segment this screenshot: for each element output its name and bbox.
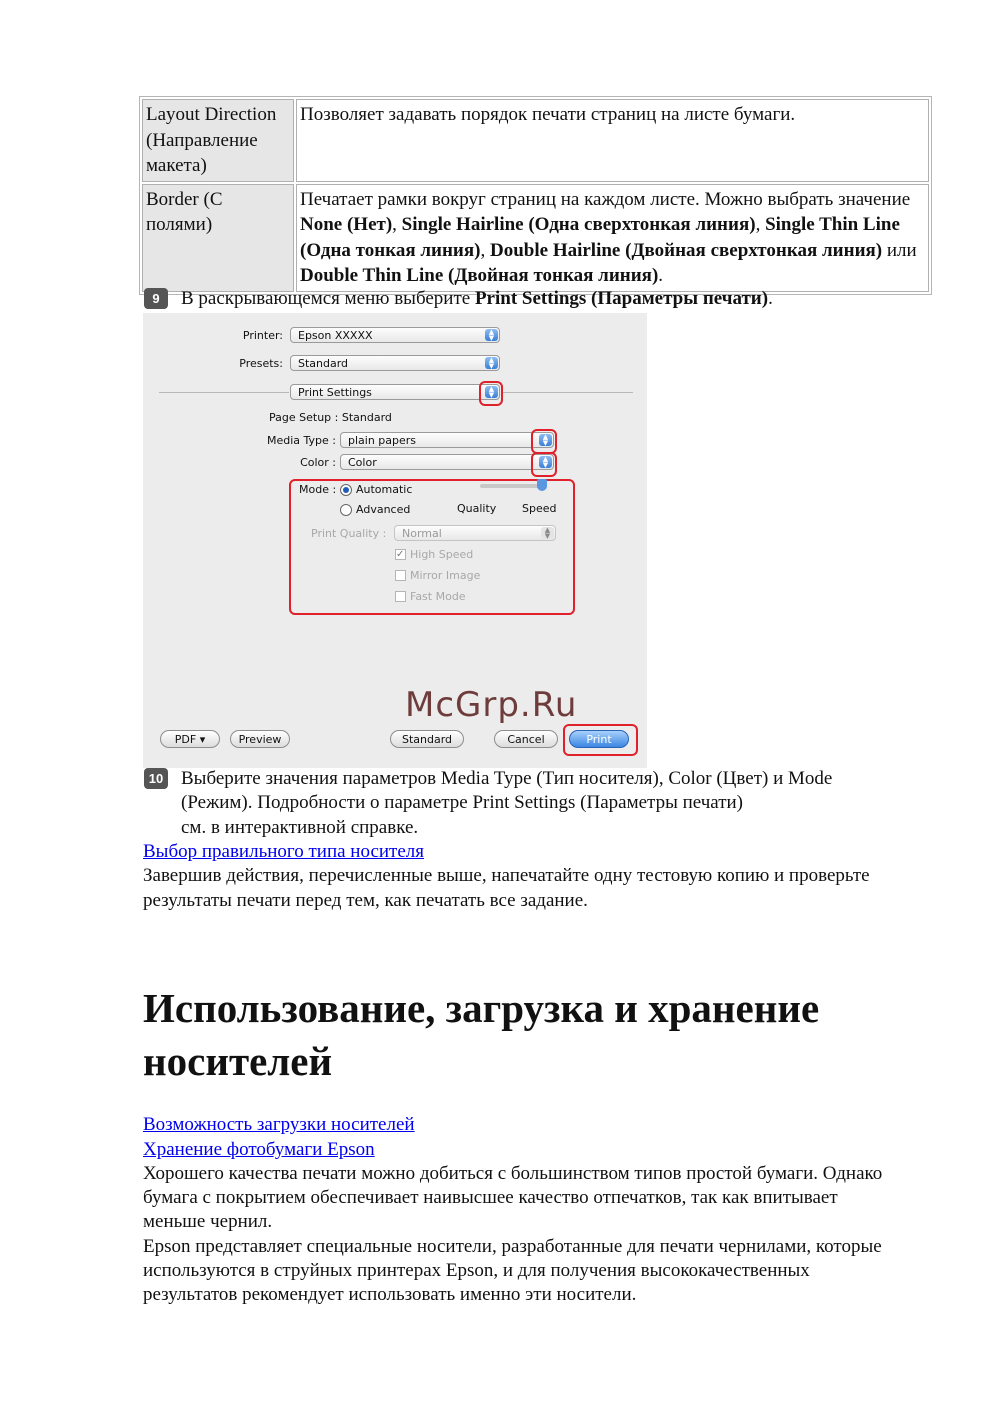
printer-value: Epson XXXXX bbox=[298, 329, 373, 342]
presets-label: Presets: bbox=[239, 357, 283, 370]
automatic-radio[interactable] bbox=[340, 484, 352, 496]
popup-arrows-icon: ▲ ▼ bbox=[539, 434, 552, 446]
panel-value: Print Settings bbox=[298, 386, 372, 399]
text: , bbox=[392, 214, 402, 235]
highlight-box-print bbox=[563, 724, 638, 756]
high-speed-label: High Speed bbox=[410, 548, 474, 561]
step-9-text bbox=[181, 287, 773, 312]
separator bbox=[159, 392, 289, 393]
step-10-line: Выберите значения параметров Media Type (Тип носителя), Color (Цвет) и Mode bbox=[181, 768, 833, 789]
media-type-value: plain papers bbox=[348, 434, 417, 447]
high-speed-checkbox[interactable]: ✓ bbox=[396, 549, 405, 560]
paragraph-line: результаты печати перед тем, как печатать все задание. bbox=[143, 890, 588, 911]
highlight-circle bbox=[531, 452, 557, 477]
popup-arrows-icon: ▲ ▼ bbox=[485, 357, 498, 369]
step-10-line: см. в интерактивной справке. bbox=[181, 817, 419, 838]
print-quality-popup[interactable] bbox=[394, 525, 556, 541]
bold-text: Single Hairline (Одна сверхтонкая линия) bbox=[401, 214, 756, 235]
step-number-badge: 10 bbox=[144, 768, 168, 789]
media-type-label: Media Type : bbox=[266, 434, 336, 447]
paragraph-line: Завершив действия, перечисленные выше, напечатайте одну тестовую копию и проверьте bbox=[143, 865, 870, 886]
bold-text: Double Thin Line (Двойная тонкая линия) bbox=[300, 265, 659, 286]
paragraph-line: меньше чернил. bbox=[143, 1211, 273, 1232]
cancel-button[interactable]: Cancel bbox=[494, 730, 558, 748]
text: , bbox=[480, 239, 490, 261]
popup-arrows-icon: ▲ ▼ bbox=[485, 329, 498, 341]
watermark: McGrp.Ru bbox=[405, 685, 578, 725]
quality-label: Quality bbox=[457, 502, 497, 515]
presets-value: Standard bbox=[298, 357, 349, 370]
page-setup-text: Page Setup : Standard bbox=[269, 411, 392, 424]
text: , bbox=[755, 214, 766, 235]
table-key: Layout Direction (Направление макета) bbox=[142, 99, 294, 182]
advanced-label: Advanced bbox=[356, 503, 411, 516]
link-media-loading[interactable]: Возможность загрузки носителей bbox=[143, 1114, 415, 1135]
highlight-circle bbox=[479, 381, 503, 406]
pdf-button[interactable]: PDF ▾ bbox=[160, 730, 220, 748]
table-row bbox=[142, 184, 929, 292]
paragraph-line: результатов рекомендует использовать именно эти носители. bbox=[143, 1284, 637, 1305]
mirror-image-label: Mirror Image bbox=[410, 569, 481, 582]
options-table bbox=[139, 96, 932, 295]
preview-button[interactable]: Preview bbox=[230, 730, 290, 748]
step-10-line: (Режим). Подробности о параметре Print Settings (Параметры печати) bbox=[181, 792, 744, 813]
popup-arrows-icon: ▲ ▼ bbox=[541, 527, 554, 539]
table-row bbox=[142, 99, 929, 182]
heading-line: Использование, загрузка и хранение bbox=[143, 985, 820, 1031]
color-popup[interactable] bbox=[340, 454, 554, 470]
text: или bbox=[882, 239, 917, 261]
printer-popup[interactable] bbox=[290, 327, 500, 343]
presets-popup[interactable] bbox=[290, 355, 500, 371]
popup-arrows-icon: ▲ ▼ bbox=[485, 386, 498, 398]
section-heading bbox=[143, 982, 943, 1088]
print-quality-value: Normal bbox=[402, 527, 442, 540]
print-dialog bbox=[143, 313, 647, 768]
bold-text: Double Hairline (Двойная сверхтонкая линия) bbox=[490, 239, 883, 261]
bold-text: None (Нет) bbox=[300, 214, 393, 235]
table-key: Border (С полями) bbox=[142, 184, 294, 292]
paragraph-line: Хорошего качества печати можно добиться с большинством типов простой бумаги. Однако bbox=[143, 1163, 883, 1184]
fast-mode-checkbox[interactable] bbox=[395, 591, 406, 602]
panel-popup[interactable] bbox=[290, 384, 500, 400]
automatic-label: Automatic bbox=[356, 483, 413, 496]
paragraph-line: используются в струйных принтерах Epson, и для получения высококачественных bbox=[143, 1260, 810, 1281]
bold-text: Single Thin Line (Одна тонкая линия) bbox=[300, 214, 900, 261]
popup-arrows-icon: ▲ ▼ bbox=[539, 456, 552, 468]
separator bbox=[503, 392, 633, 393]
print-quality-label: Print Quality : bbox=[311, 527, 387, 540]
heading-line: носителей bbox=[143, 1038, 333, 1084]
text: Печатает рамки вокруг страниц на каждом листе. Можно выбрать значение bbox=[300, 188, 911, 210]
printer-label: Printer: bbox=[242, 329, 283, 342]
paragraph-line: бумага с покрытием обеспечивает наивысшее качество отпечатков, так как впитывает bbox=[143, 1187, 838, 1208]
standard-button[interactable]: Standard bbox=[390, 730, 464, 748]
mirror-image-checkbox[interactable] bbox=[395, 570, 406, 581]
paragraph-line: Epson представляет специальные носители, разработанные для печати чернилами, которые bbox=[143, 1236, 882, 1257]
step-number-badge: 9 bbox=[144, 288, 168, 309]
fast-mode-label: Fast Mode bbox=[410, 590, 466, 603]
media-type-popup[interactable] bbox=[340, 432, 554, 448]
print-button[interactable]: Print bbox=[569, 730, 629, 748]
text: . bbox=[658, 265, 664, 286]
highlight-circle bbox=[531, 429, 557, 454]
slider-thumb[interactable] bbox=[537, 479, 547, 491]
text: В раскрывающемся меню выберите bbox=[181, 288, 475, 309]
mode-label: Mode : bbox=[299, 483, 337, 496]
bold-text: Print Settings (Параметры печати) bbox=[474, 288, 769, 309]
table-value bbox=[296, 184, 929, 292]
color-label: Color : bbox=[300, 456, 336, 469]
link-photo-paper-storage[interactable]: Хранение фотобумаги Epson bbox=[143, 1139, 375, 1160]
text: . bbox=[768, 288, 773, 309]
color-value: Color bbox=[348, 456, 377, 469]
advanced-radio[interactable] bbox=[340, 504, 352, 516]
table-value: Позволяет задавать порядок печати страниц на листе бумаги. bbox=[296, 99, 929, 182]
link-media-type[interactable]: Выбор правильного типа носителя bbox=[143, 841, 425, 862]
speed-label: Speed bbox=[522, 502, 557, 515]
